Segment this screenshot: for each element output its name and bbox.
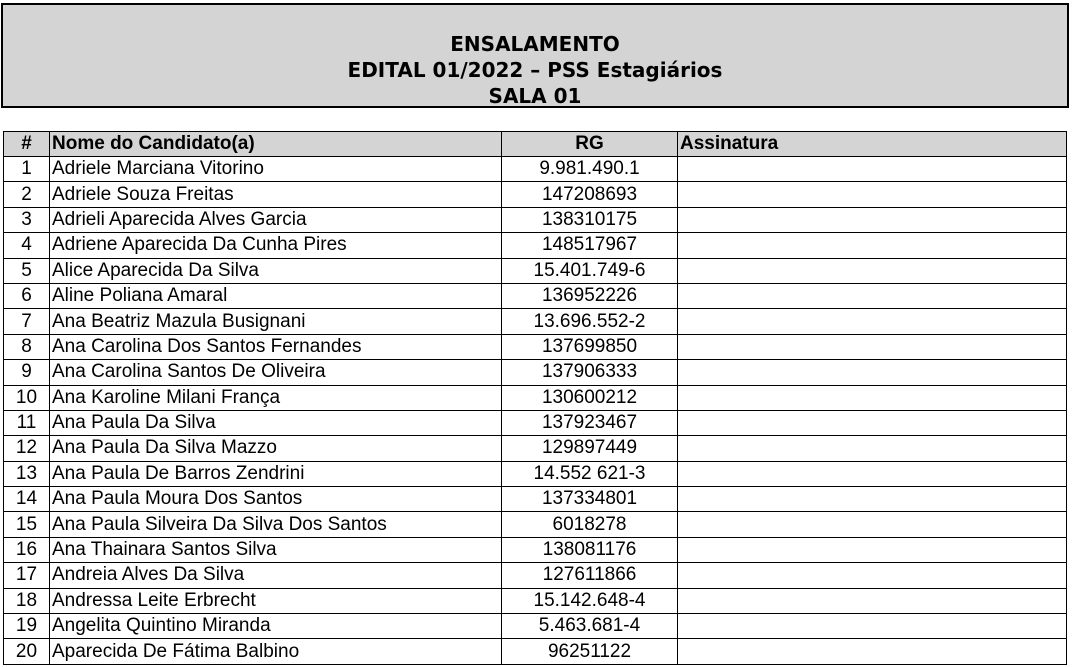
candidate-name: Ana Carolina Dos Santos Fernandes [50, 334, 502, 359]
candidate-name: Ana Paula De Barros Zendrini [50, 461, 502, 486]
signature-cell [678, 309, 1067, 334]
candidate-name: Adriele Souza Freitas [50, 182, 502, 207]
candidate-name: Ana Paula Silveira Da Silva Dos Santos [50, 512, 502, 537]
table-row [4, 233, 1067, 258]
candidate-rg: 136952226 [502, 283, 678, 308]
candidate-name: Angelita Quintino Miranda [50, 614, 502, 639]
table-row [4, 283, 1067, 308]
table-row [4, 588, 1067, 613]
signature-cell [678, 512, 1067, 537]
column-header-number: # [4, 132, 50, 157]
candidate-rg: 6018278 [502, 512, 678, 537]
row-number: 20 [4, 639, 50, 664]
table-row [4, 512, 1067, 537]
candidate-rg: 137699850 [502, 334, 678, 359]
column-header-name: Nome do Candidato(a) [50, 132, 502, 157]
row-number: 19 [4, 614, 50, 639]
candidate-name: Adrieli Aparecida Alves Garcia [50, 207, 502, 232]
candidate-rg: 15.142.648-4 [502, 588, 678, 613]
candidate-name: Ana Paula Da Silva [50, 410, 502, 435]
row-number: 12 [4, 436, 50, 461]
signature-cell [678, 283, 1067, 308]
candidate-rg: 14.552 621-3 [502, 461, 678, 486]
candidate-rg: 13.696.552-2 [502, 309, 678, 334]
candidate-table [3, 131, 1067, 665]
header-room: SALA 01 [488, 84, 582, 108]
signature-cell [678, 360, 1067, 385]
signature-cell [678, 614, 1067, 639]
row-number: 5 [4, 258, 50, 283]
signature-cell [678, 639, 1067, 664]
signature-cell [678, 410, 1067, 435]
row-number: 4 [4, 233, 50, 258]
table-body [4, 157, 1067, 665]
signature-cell [678, 233, 1067, 258]
candidate-rg: 130600212 [502, 385, 678, 410]
candidate-rg: 5.463.681-4 [502, 614, 678, 639]
table-row [4, 258, 1067, 283]
row-number: 18 [4, 588, 50, 613]
column-header-signature: Assinatura [678, 132, 1067, 157]
table-row [4, 461, 1067, 486]
candidate-rg: 129897449 [502, 436, 678, 461]
candidate-rg: 15.401.749-6 [502, 258, 678, 283]
table-row [4, 563, 1067, 588]
candidate-name: Aparecida De Fátima Balbino [50, 639, 502, 664]
row-number: 14 [4, 487, 50, 512]
candidate-rg: 137906333 [502, 360, 678, 385]
table-row [4, 436, 1067, 461]
candidate-name: Ana Paula Da Silva Mazzo [50, 436, 502, 461]
header-title: ENSALAMENTO [450, 32, 620, 56]
table-row [4, 385, 1067, 410]
candidate-name: Ana Carolina Santos De Oliveira [50, 360, 502, 385]
candidate-name: Alice Aparecida Da Silva [50, 258, 502, 283]
row-number: 10 [4, 385, 50, 410]
row-number: 9 [4, 360, 50, 385]
table-row [4, 487, 1067, 512]
signature-cell [678, 461, 1067, 486]
signature-cell [678, 487, 1067, 512]
candidate-name: Ana Beatriz Mazula Busignani [50, 309, 502, 334]
signature-cell [678, 334, 1067, 359]
candidate-rg: 96251122 [502, 639, 678, 664]
table-row [4, 157, 1067, 182]
row-number: 1 [4, 157, 50, 182]
row-number: 7 [4, 309, 50, 334]
row-number: 11 [4, 410, 50, 435]
candidate-rg: 137923467 [502, 410, 678, 435]
candidate-rg: 148517967 [502, 233, 678, 258]
table-row [4, 182, 1067, 207]
table-row [4, 410, 1067, 435]
document-header [1, 3, 1069, 108]
candidate-rg: 127611866 [502, 563, 678, 588]
candidate-name: Aline Poliana Amaral [50, 283, 502, 308]
row-number: 2 [4, 182, 50, 207]
candidate-name: Adriene Aparecida Da Cunha Pires [50, 233, 502, 258]
table-row [4, 207, 1067, 232]
table-row [4, 639, 1067, 664]
candidate-name: Ana Karoline Milani França [50, 385, 502, 410]
signature-cell [678, 385, 1067, 410]
header-edital: EDITAL 01/2022 – PSS Estagiários [347, 58, 723, 82]
row-number: 16 [4, 537, 50, 562]
row-number: 15 [4, 512, 50, 537]
candidate-rg: 137334801 [502, 487, 678, 512]
candidate-name: Andressa Leite Erbrecht [50, 588, 502, 613]
signature-cell [678, 258, 1067, 283]
candidate-name: Andreia Alves Da Silva [50, 563, 502, 588]
signature-cell [678, 182, 1067, 207]
row-number: 17 [4, 563, 50, 588]
table-row [4, 334, 1067, 359]
table-row [4, 614, 1067, 639]
table-header-row [4, 132, 1067, 157]
candidate-name: Adriele Marciana Vitorino [50, 157, 502, 182]
signature-cell [678, 563, 1067, 588]
column-header-rg: RG [502, 132, 678, 157]
candidate-name: Ana Thainara Santos Silva [50, 537, 502, 562]
signature-cell [678, 537, 1067, 562]
row-number: 3 [4, 207, 50, 232]
signature-cell [678, 157, 1067, 182]
row-number: 6 [4, 283, 50, 308]
table-row [4, 360, 1067, 385]
table-row [4, 309, 1067, 334]
candidate-rg: 138310175 [502, 207, 678, 232]
signature-cell [678, 436, 1067, 461]
table-row [4, 537, 1067, 562]
candidate-rg: 9.981.490.1 [502, 157, 678, 182]
candidate-name: Ana Paula Moura Dos Santos [50, 487, 502, 512]
row-number: 8 [4, 334, 50, 359]
candidate-rg: 138081176 [502, 537, 678, 562]
row-number: 13 [4, 461, 50, 486]
signature-cell [678, 207, 1067, 232]
signature-cell [678, 588, 1067, 613]
candidate-rg: 147208693 [502, 182, 678, 207]
